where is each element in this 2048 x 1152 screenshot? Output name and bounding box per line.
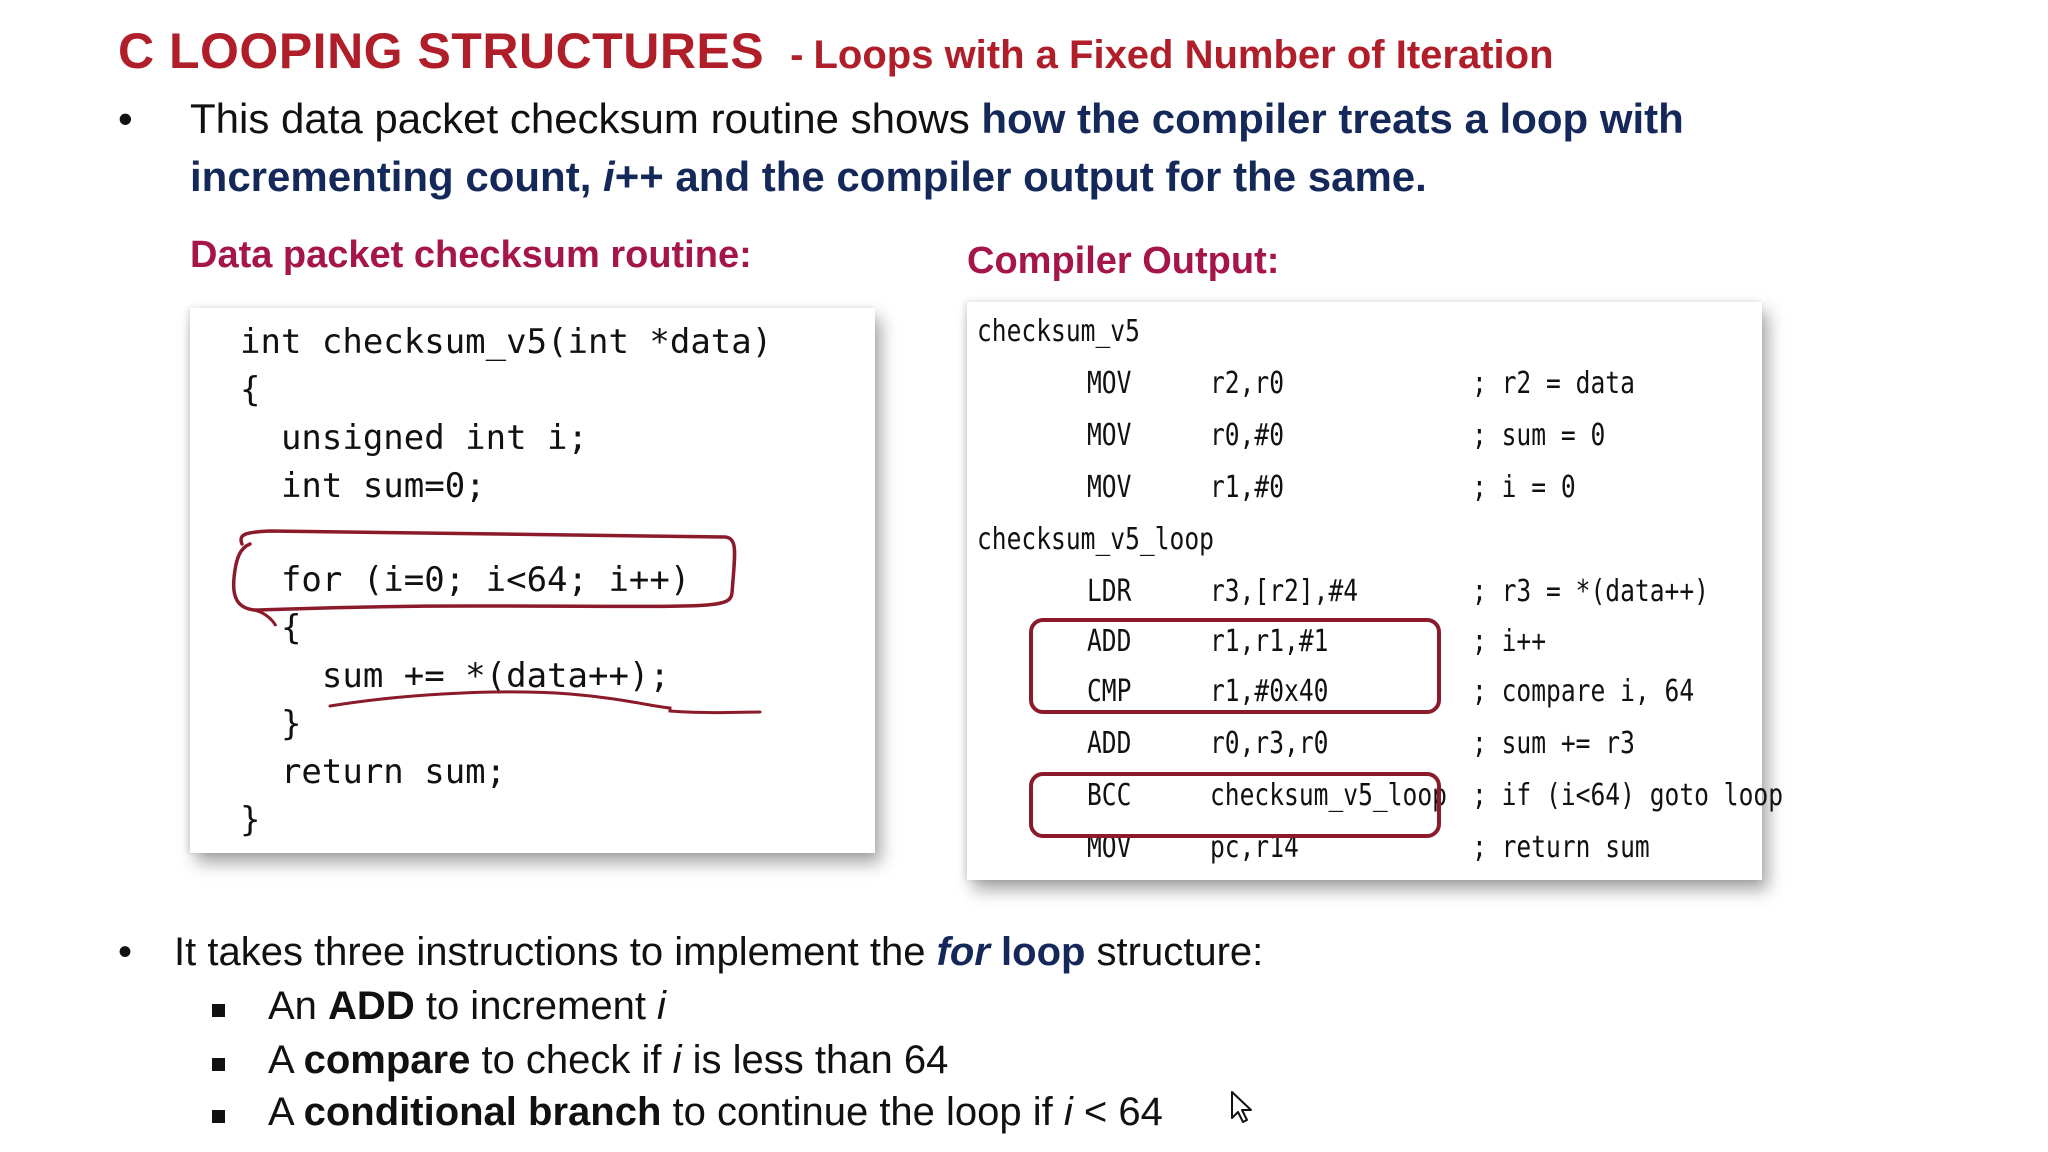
asm-comment: ; i++: [1472, 624, 1547, 659]
for-loop-circle-tail: [254, 610, 276, 626]
asm-op: MOV: [1087, 830, 1132, 865]
summary-post: structure:: [1085, 930, 1264, 974]
asm-label: checksum_v5: [977, 314, 1140, 349]
code-line: {: [240, 608, 302, 648]
code-line: int checksum_v5(int *data): [240, 322, 773, 362]
asm-op: CMP: [1087, 674, 1132, 709]
item-bold: compare: [303, 1038, 471, 1082]
intro-emphasis-1: how the compiler treats a loop with incrementing count,: [190, 95, 1684, 200]
handdrawn-annotations: [190, 308, 875, 853]
asm-comment: ; sum = 0: [1472, 418, 1606, 453]
bullet-marker: •: [118, 95, 133, 142]
sum-underline: [330, 692, 760, 713]
c-code-panel: [190, 308, 875, 853]
item-italic: i: [657, 984, 666, 1028]
title-main: C LOOPING STRUCTURES: [118, 23, 765, 79]
code-line: return sum;: [240, 752, 507, 792]
asm-op: MOV: [1087, 470, 1132, 505]
sub-bullet-text: [268, 1090, 1163, 1135]
item-italic: i: [1063, 1090, 1073, 1134]
summary-for-word: for: [936, 930, 990, 974]
item-pre: A: [268, 1038, 304, 1082]
asm-comment: ; if (i<64) goto loop: [1472, 778, 1784, 813]
code-line-for: for (i=0; i<64; i++): [240, 560, 691, 600]
square-bullet-icon: [212, 1110, 225, 1123]
asm-op: MOV: [1087, 418, 1132, 453]
asm-args: pc,r14: [1210, 830, 1299, 865]
square-bullet-icon: [212, 1004, 225, 1017]
item-pre: A: [268, 1090, 304, 1134]
sub-bullet-text: [268, 1038, 948, 1083]
intro-plain: This data packet checksum routine shows: [190, 95, 982, 142]
item-pre: An: [268, 984, 329, 1028]
asm-args: r2,r0: [1210, 366, 1285, 401]
square-bullet-icon: [212, 1058, 225, 1071]
right-caption: Compiler Output:: [967, 240, 1280, 282]
code-line: unsigned int i;: [240, 418, 588, 458]
item-italic: i: [672, 1038, 682, 1082]
summary-pre: It takes three instructions to implement the: [174, 930, 937, 974]
asm-comment: ; r2 = data: [1472, 366, 1635, 401]
asm-args: r1,r1,#1: [1210, 624, 1329, 659]
left-caption: Data packet checksum routine:: [190, 234, 752, 276]
code-line-sum: sum += *(data++);: [240, 656, 670, 696]
intro-emphasis-italic: i: [603, 153, 615, 200]
asm-comment: ; return sum: [1472, 830, 1650, 865]
item-mid: to check if: [470, 1038, 673, 1082]
asm-label: checksum_v5_loop: [977, 522, 1214, 557]
code-line: }: [240, 800, 261, 840]
code-line: {: [240, 370, 261, 410]
asm-op: BCC: [1087, 778, 1132, 813]
asm-args: checksum_v5_loop: [1210, 778, 1447, 813]
asm-op: LDR: [1087, 574, 1132, 609]
asm-comment: ; i = 0: [1472, 470, 1576, 505]
item-bold: ADD: [328, 984, 415, 1028]
slide-title: [118, 22, 1554, 80]
bullet-marker: •: [118, 930, 133, 974]
asm-op: ADD: [1087, 726, 1132, 761]
title-separator: -: [790, 33, 804, 77]
title-subtitle: Loops with a Fixed Number of Iteration: [813, 33, 1554, 77]
item-post: < 64: [1072, 1090, 1163, 1134]
asm-comment: ; sum += r3: [1472, 726, 1635, 761]
intro-text: [190, 90, 1830, 206]
item-mid: to increment: [414, 984, 658, 1028]
for-loop-circle: [234, 531, 735, 610]
item-bold: conditional branch: [303, 1090, 662, 1134]
summary-loop-word: loop: [989, 930, 1086, 974]
summary-text: [174, 930, 1263, 975]
asm-comment: ; r3 = *(data++): [1472, 574, 1709, 609]
asm-args: r0,r3,r0: [1210, 726, 1329, 761]
mouse-cursor-icon: [1230, 1090, 1256, 1124]
highlight-add-cmp: [1029, 618, 1441, 714]
asm-args: r1,#0x40: [1210, 674, 1329, 709]
asm-args: r1,#0: [1210, 470, 1285, 505]
asm-op: MOV: [1087, 366, 1132, 401]
asm-op: ADD: [1087, 624, 1132, 659]
item-post: is less than 64: [681, 1038, 949, 1082]
code-line: }: [240, 704, 302, 744]
sub-bullet-text: [268, 984, 666, 1029]
asm-args: r0,#0: [1210, 418, 1285, 453]
asm-comment: ; compare i, 64: [1472, 674, 1695, 709]
code-line: int sum=0;: [240, 466, 486, 506]
compiler-output-panel: [967, 302, 1784, 880]
highlight-bcc: [1029, 772, 1441, 838]
item-mid: to continue the loop if: [661, 1090, 1064, 1134]
asm-args: r3,[r2],#4: [1210, 574, 1359, 609]
intro-emphasis-2: ++ and the compiler output for the same.: [614, 153, 1427, 200]
